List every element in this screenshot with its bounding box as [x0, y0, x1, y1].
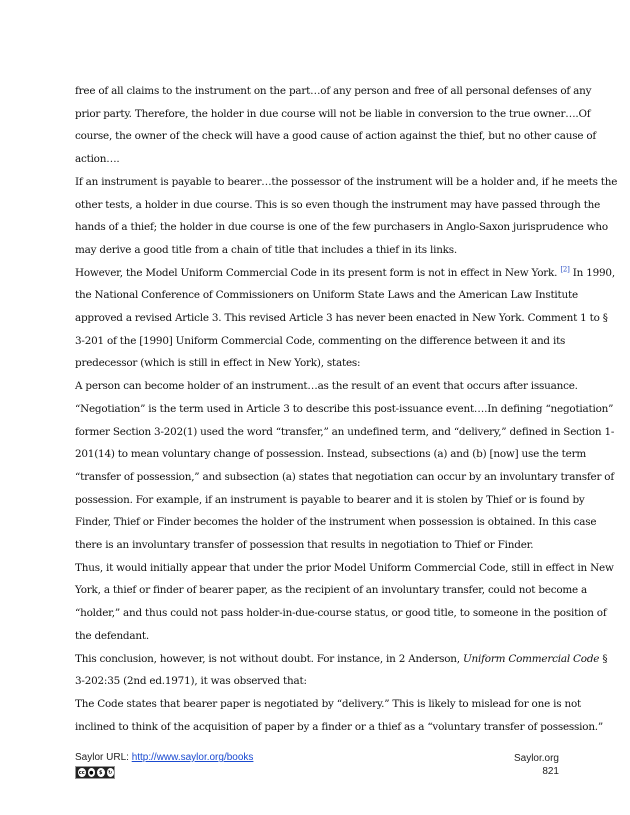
text-line-part: §: [599, 652, 608, 665]
text-line: “transfer of possession,” and subsection (a) states that negotiation can occur by an involuntary transfer of: [75, 470, 614, 483]
text-line: approved a revised Article 3. This revised Article 3 has never been enacted in New York. Comment 1 to §: [75, 312, 608, 325]
text-line: York, a thief or finder of bearer paper, as the recipient of an involuntary transfer, could not become a: [75, 584, 588, 597]
text-line: other tests, a holder in due course. This is so even though the instrument may have passed through the: [75, 198, 601, 211]
text-line: “holder,” and thus could not pass holder-in-due-course status, or good title, to someone in the position of: [75, 607, 607, 620]
text-line: predecessor (which is still in effect in New York), states:: [75, 357, 361, 370]
text-line-part: This conclusion, however, is not without doubt. For instance, in 2 Anderson,: [75, 652, 460, 665]
text-line: former Section 3-202(1) used the word “transfer,” an undefined term, and “delivery,” defined in Section 1-: [75, 425, 615, 438]
footnote-link[interactable]: [2]: [560, 265, 570, 274]
page-number: 821: [542, 766, 559, 777]
footer-url-label: Saylor URL:: [75, 752, 132, 763]
text-line: “Negotiation” is the term used in Article 3 to describe this post-issuance event….In defining “negotiation”: [75, 402, 614, 415]
text-line: [75, 648, 608, 671]
footer-page-info: [514, 752, 559, 778]
text-line: hands of a thief; the holder in due course is one of the few purchasers in Anglo-Saxon jurisprudence who: [75, 221, 608, 234]
paragraph-1: [75, 80, 597, 171]
text-line: 3-201 of the [1990] Uniform Commercial Code, commenting on the difference between it and its: [75, 334, 566, 347]
text-line: possession. For example, if an instrument is payable to bearer and it is stolen by Thief or is found by: [75, 493, 585, 506]
text-line: A person can become holder of an instrument…as the result of an event that occurs after issuance.: [75, 380, 578, 393]
paragraph-6: [75, 648, 608, 693]
text-line: 201(14) to mean voluntary change of possession. Instead, subsections (a) and (b) [now] use the term: [75, 448, 586, 461]
creative-commons-license-icon[interactable]: [75, 766, 115, 779]
text-line: free of all claims to the instrument on the part…of any person and free of all personal defenses of any: [75, 85, 592, 97]
paragraph-2: [75, 171, 618, 262]
cc-icon: cc: [78, 769, 85, 776]
text-line-part: However, the Model Uniform Commercial Code in its present form is not in effect in New York.: [75, 266, 558, 279]
text-line: prior party. Therefore, the holder in due course will not be liable in conversion to the true owner….Of: [75, 107, 591, 120]
text-line: the National Conference of Commissioners on Uniform State Laws and the American Law Institute: [75, 289, 578, 302]
attribution-icon: ●: [89, 769, 94, 776]
text-line: may derive a good title from a chain of title that includes a thief in its links.: [75, 243, 457, 256]
paragraph-7-quote: [75, 693, 604, 738]
saylor-books-link[interactable]: http://www.saylor.org/books: [131, 752, 254, 763]
text-line: inclined to think of the acquisition of paper by a finder or a thief as a “voluntary transfer of possession.”: [75, 720, 604, 733]
text-line: action….: [75, 153, 120, 166]
text-line: there is an involuntary transfer of possession that results in negotiation to Thief or Finder.: [75, 539, 534, 552]
document-body: [75, 80, 618, 738]
paragraph-4-quote: [75, 375, 615, 557]
text-line: The Code states that bearer paper is negotiated by “delivery.” This is likely to mislead for one is not: [75, 697, 581, 710]
paragraph-5: [75, 557, 614, 648]
paragraph-3: [75, 262, 615, 376]
text-line: [75, 262, 615, 285]
sharealike-icon: ↻: [108, 769, 113, 776]
text-line: course, the owner of the check will have a good cause of action against the thief, but no other cause of: [75, 130, 597, 143]
footer-source: [75, 752, 253, 763]
text-line: the defendant.: [75, 629, 149, 642]
text-line: 3-202:35 (2nd ed.1971), it was observed that:: [75, 675, 307, 688]
noncommercial-icon: $: [97, 768, 105, 777]
text-line: If an instrument is payable to bearer…the possessor of the instrument will be a holder and, if he meets the: [75, 175, 618, 188]
text-line-part: In 1990,: [569, 266, 615, 279]
text-line: Thus, it would initially appear that under the prior Model Uniform Commercial Code, still in effect in New: [75, 561, 614, 574]
site-name: Saylor.org: [513, 753, 559, 764]
text-line: Finder, Thief or Finder becomes the holder of the instrument when possession is obtained. In this case: [75, 516, 597, 529]
citation-title: Uniform Commercial Code: [463, 652, 600, 665]
